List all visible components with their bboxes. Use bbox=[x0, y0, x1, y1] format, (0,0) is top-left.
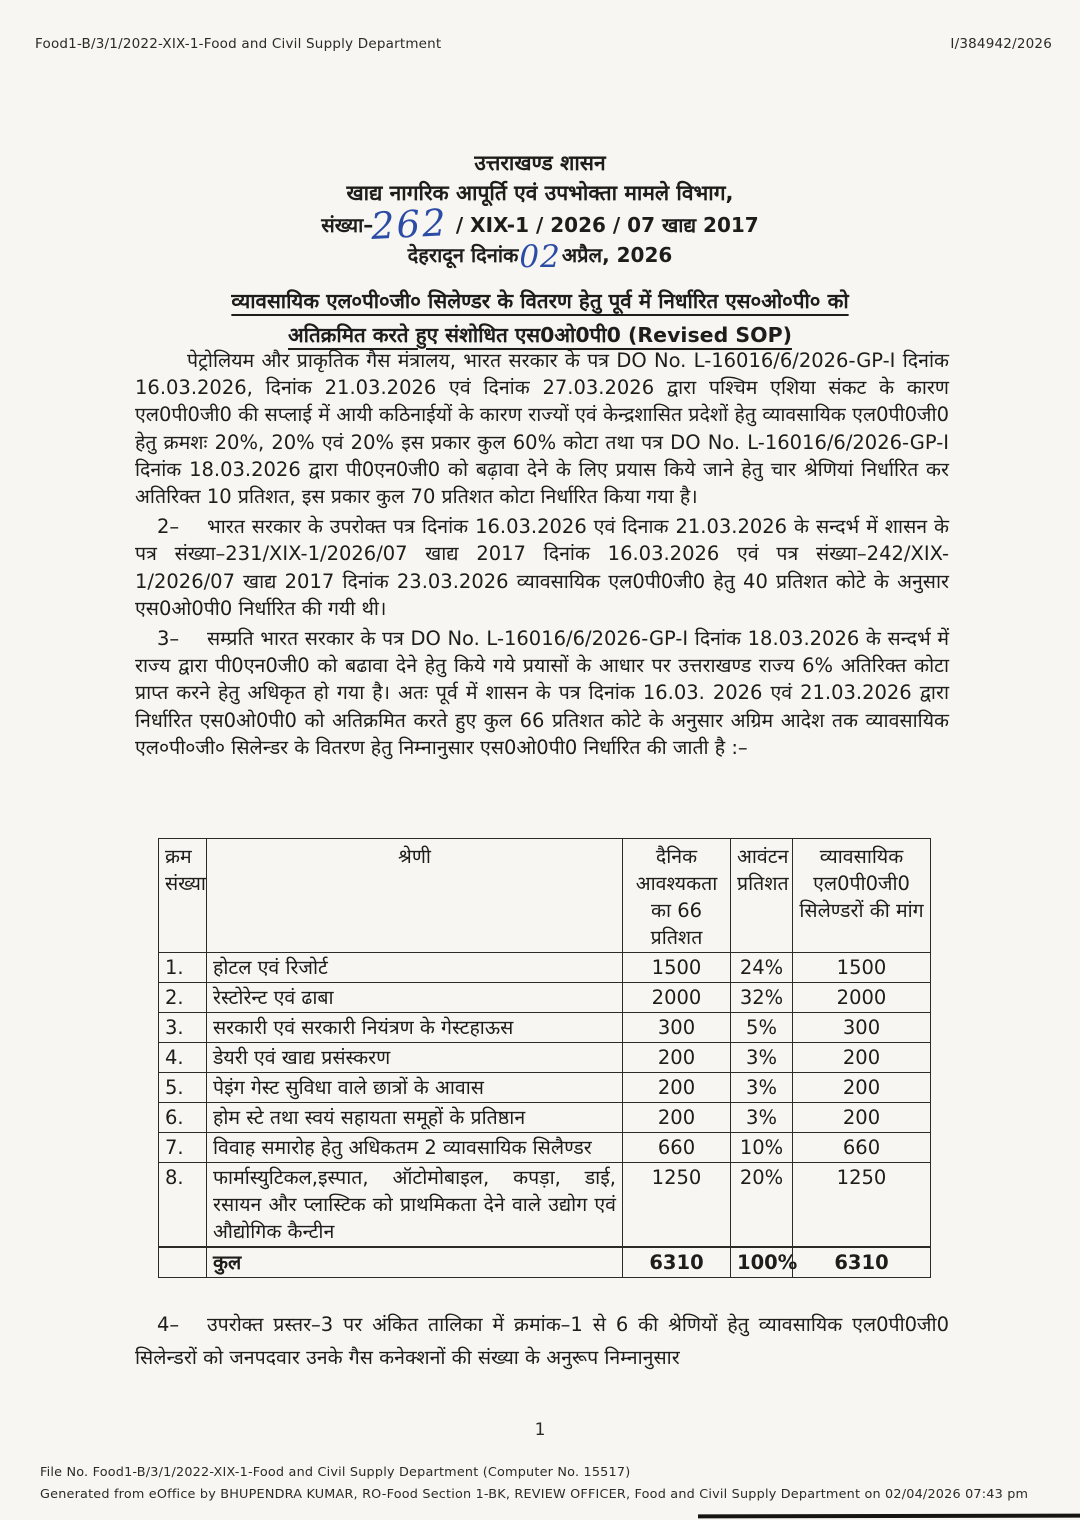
table-row bbox=[159, 1043, 931, 1073]
paragraph-3-text: सम्प्रति भारत सरकार के पत्र DO No. L-16016/6/2026-GP-I दिनांक 18.03.2026 के सन्दर्भ में राज्य द्वारा पी0एन0जी0 को बढावा देने हेतु किये गये प्रयासों के आधार पर उत्तराखण्ड राज्य 6% अतिरिक्त कोटा प्राप्त करने हेतु अधिकृत हो गया है। अतः पूर्व में शासन के पत्र दिनांक 16.03. 2026 एवं 21.03.2026 द्वारा निर्धारित एस0ओ0पी0 को अतिक्रमित करते हुए कुल 66 प्रतिशत कोटे के अनुसार अग्रिम आदेश तक व्यावसायिक एल०पी०जी० सिलेन्डर के वितरण हेतु निम्नानुसार एस0ओ0पी0 निर्धारित की जाती है :– bbox=[135, 627, 949, 759]
cell-lpg-demand: 660 bbox=[793, 1133, 931, 1163]
cell-serial: 7. bbox=[159, 1133, 207, 1163]
col-header-lpg-demand: व्यावसायिक एल0पी0जी0 सिलेण्डरों की मांग bbox=[793, 839, 931, 953]
paragraph-3 bbox=[135, 625, 949, 761]
cell-allocation-percent: 3% bbox=[731, 1073, 793, 1103]
cell-serial: 1. bbox=[159, 953, 207, 983]
paragraph-2-number: 2– bbox=[157, 515, 180, 539]
table-row bbox=[159, 1073, 931, 1103]
cell-lpg-demand: 200 bbox=[793, 1043, 931, 1073]
subject-line-2: अतिक्रमित करते हुए संशोधित एस0ओ0पी0 (Revised SOP) bbox=[288, 323, 792, 347]
efile-footer bbox=[40, 1462, 1040, 1506]
cell-category: विवाह समारोह हेतु अधिकतम 2 व्यावसायिक सिलैण्डर bbox=[207, 1133, 623, 1163]
cell-total-label: कुल bbox=[207, 1247, 623, 1278]
cell-allocation-percent: 32% bbox=[731, 983, 793, 1013]
cell-category: सरकारी एवं सरकारी नियंत्रण के गेस्टहाऊस bbox=[207, 1013, 623, 1043]
cell-category: डेयरी एवं खाद्य प्रसंस्करण bbox=[207, 1043, 623, 1073]
place-date-prefix: देहरादून दिनांक bbox=[407, 243, 519, 267]
letterhead bbox=[0, 148, 1080, 275]
cell-category: पेइंग गेस्ट सुविधा वाले छात्रों के आवास bbox=[207, 1073, 623, 1103]
cell-serial: 6. bbox=[159, 1103, 207, 1133]
government-name: उत्तराखण्ड शासन bbox=[474, 151, 606, 175]
scan-artifact-line bbox=[698, 1513, 1080, 1517]
paragraph-3-number: 3– bbox=[157, 627, 180, 651]
letter-number-line bbox=[0, 201, 1080, 248]
cell-total-daily: 6310 bbox=[623, 1247, 731, 1278]
cell-lpg-demand: 1500 bbox=[793, 953, 931, 983]
letter-number-rest: / XIX-1 / 2026 / 07 खाद्य 2017 bbox=[455, 213, 759, 237]
col-header-daily-need: दैनिक आवश्यकता का 66 प्रतिशत bbox=[623, 839, 731, 953]
col-header-serial: क्रम संख्या bbox=[159, 839, 207, 953]
table-row bbox=[159, 983, 931, 1013]
cell-serial: 8. bbox=[159, 1163, 207, 1248]
cell-lpg-demand: 1250 bbox=[793, 1163, 931, 1248]
cell-category: होटल एवं रिजोर्ट bbox=[207, 953, 623, 983]
table-row bbox=[159, 1133, 931, 1163]
handwritten-letter-number: 262 bbox=[370, 201, 449, 248]
table-total-row bbox=[159, 1247, 931, 1278]
paragraph-2-text: भारत सरकार के उपरोक्त पत्र दिनांक 16.03.2026 एवं दिनाक 21.03.2026 के सन्दर्भ में शासन के पत्र संख्या–231/XIX-1/2026/07 खाद्य 2017 दिनांक 16.03.2026 एवं पत्र संख्या–242/XIX-1/2026/07 खाद्य 2017 दिनांक 23.03.2026 व्यावसायिक एल0पी0जी0 हेतु 40 प्रतिशत कोटे के अनुसार एस0ओ0पी0 निर्धारित की गयी थी। bbox=[135, 515, 949, 620]
paragraph-2 bbox=[135, 513, 949, 622]
cell-category: होम स्टे तथा स्वयं सहायता समूहों के प्रतिष्ठान bbox=[207, 1103, 623, 1133]
cell-allocation-percent: 3% bbox=[731, 1043, 793, 1073]
footer-file-number: File No. Food1-B/3/1/2022-XIX-1-Food and Civil Supply Department (Computer No. 15517) bbox=[40, 1465, 631, 1480]
cell-daily-need: 200 bbox=[623, 1043, 731, 1073]
cell-lpg-demand: 2000 bbox=[793, 983, 931, 1013]
paragraph-4-number: 4– bbox=[157, 1313, 180, 1336]
table-row bbox=[159, 1163, 931, 1248]
sop-allocation-table-wrapper bbox=[158, 838, 930, 1278]
cell-lpg-demand: 300 bbox=[793, 1013, 931, 1043]
cell-daily-need: 660 bbox=[623, 1133, 731, 1163]
cell-serial: 3. bbox=[159, 1013, 207, 1043]
cell-category: रेस्टोरेन्ट एवं ढाबा bbox=[207, 983, 623, 1013]
cell-daily-need: 200 bbox=[623, 1073, 731, 1103]
subject-line-1: व्यावसायिक एल०पी०जी० सिलेण्डर के वितरण हेतु पूर्व में निर्धारित एस०ओ०पी० को bbox=[231, 289, 849, 313]
date-line bbox=[0, 239, 1080, 275]
cell-category: फार्मास्युटिकल,इस्पात, ऑटोमोबाइल, कपड़ा, डाई, रसायन और प्लास्टिक को प्राथमिकता देने वाले उद्योग एवं औद्योगिक कैन्टीन bbox=[207, 1163, 623, 1248]
handwritten-date: 02 bbox=[519, 239, 561, 275]
cell-daily-need: 200 bbox=[623, 1103, 731, 1133]
paragraph-1: पेट्रोलियम और प्राकृतिक गैस मंत्रालय, भारत सरकार के पत्र DO No. L-16016/6/2026-GP-I दिनांक 16.03.2026, दिनांक 21.03.2026 एवं दिनांक 27.03.2026 द्वारा पश्चिम एशिया संकट के कारण एल0पी0जी0 की सप्लाई में आयी कठिनाईयों के कारण राज्यों एवं केन्द्रशासित प्रदेशों हेतु व्यावसायिक एल0पी0जी0 हेतु क्रमशः 20%, 20% एवं 20% इस प्रकार कुल 60% कोटा तथा पत्र DO No. L-16016/6/2026-GP-I दिनांक 18.03.2026 द्वारा पी0एन0जी0 को बढ़ावा देने के लिए प्रयास किये जाने हेतु चार श्रेणियां निर्धारित कर अतिरिक्त 10 प्रतिशत, इस प्रकार कुल 70 प्रतिशत कोटा निर्धारित किया गया है। bbox=[135, 349, 949, 509]
cell-daily-need: 2000 bbox=[623, 983, 731, 1013]
document-header bbox=[35, 36, 1052, 52]
date-rest: अप्रैल, 2026 bbox=[561, 243, 673, 267]
subject-heading bbox=[0, 284, 1080, 352]
cell-allocation-percent: 20% bbox=[731, 1163, 793, 1248]
sop-allocation-table bbox=[158, 838, 931, 1278]
cell-allocation-percent: 5% bbox=[731, 1013, 793, 1043]
footer-generated-by: Generated from eOffice by BHUPENDRA KUMAR, RO-Food Section 1-BK, REVIEW OFFICER, Food and Civil Supply Department on 02/04/2026 07:43 pm bbox=[40, 1487, 1029, 1502]
col-header-allocation-percent: आवंटन प्रतिशत bbox=[731, 839, 793, 953]
table-header-row bbox=[159, 839, 931, 953]
cell-allocation-percent: 3% bbox=[731, 1103, 793, 1133]
cell-daily-need: 1250 bbox=[623, 1163, 731, 1248]
cell-total-percent: 100% bbox=[731, 1247, 793, 1278]
cell-daily-need: 300 bbox=[623, 1013, 731, 1043]
document-id: I/384942/2026 bbox=[950, 36, 1052, 52]
department-name: खाद्य नागरिक आपूर्ति एवं उपभोक्ता मामले विभाग, bbox=[346, 181, 734, 205]
cell-allocation-percent: 10% bbox=[731, 1133, 793, 1163]
paragraph-4-text: उपरोक्त प्रस्तर–3 पर अंकित तालिका में क्रमांक–1 से 6 की श्रेणियों हेतु व्यावसायिक एल0पी0जी0 सिलेन्डरों को जनपदवार उनके गैस कनेक्शनों की संख्या के अनुरूप निम्नानुसार bbox=[135, 1313, 949, 1369]
cell-total-serial bbox=[159, 1247, 207, 1278]
table-row bbox=[159, 1013, 931, 1043]
table-body bbox=[159, 953, 931, 1248]
col-header-category: श्रेणी bbox=[207, 839, 623, 953]
cell-allocation-percent: 24% bbox=[731, 953, 793, 983]
cell-serial: 4. bbox=[159, 1043, 207, 1073]
file-reference: Food1-B/3/1/2022-XIX-1-Food and Civil Supply Department bbox=[35, 36, 442, 52]
table-row bbox=[159, 953, 931, 983]
letter-number-prefix: संख्या– bbox=[321, 213, 374, 237]
cell-lpg-demand: 200 bbox=[793, 1073, 931, 1103]
cell-total-demand: 6310 bbox=[793, 1247, 931, 1278]
paragraph-4 bbox=[135, 1308, 949, 1374]
cell-serial: 2. bbox=[159, 983, 207, 1013]
letter-body bbox=[135, 347, 949, 764]
page-number: 1 bbox=[534, 1420, 546, 1440]
cell-daily-need: 1500 bbox=[623, 953, 731, 983]
cell-lpg-demand: 200 bbox=[793, 1103, 931, 1133]
table-row bbox=[159, 1103, 931, 1133]
cell-serial: 5. bbox=[159, 1073, 207, 1103]
